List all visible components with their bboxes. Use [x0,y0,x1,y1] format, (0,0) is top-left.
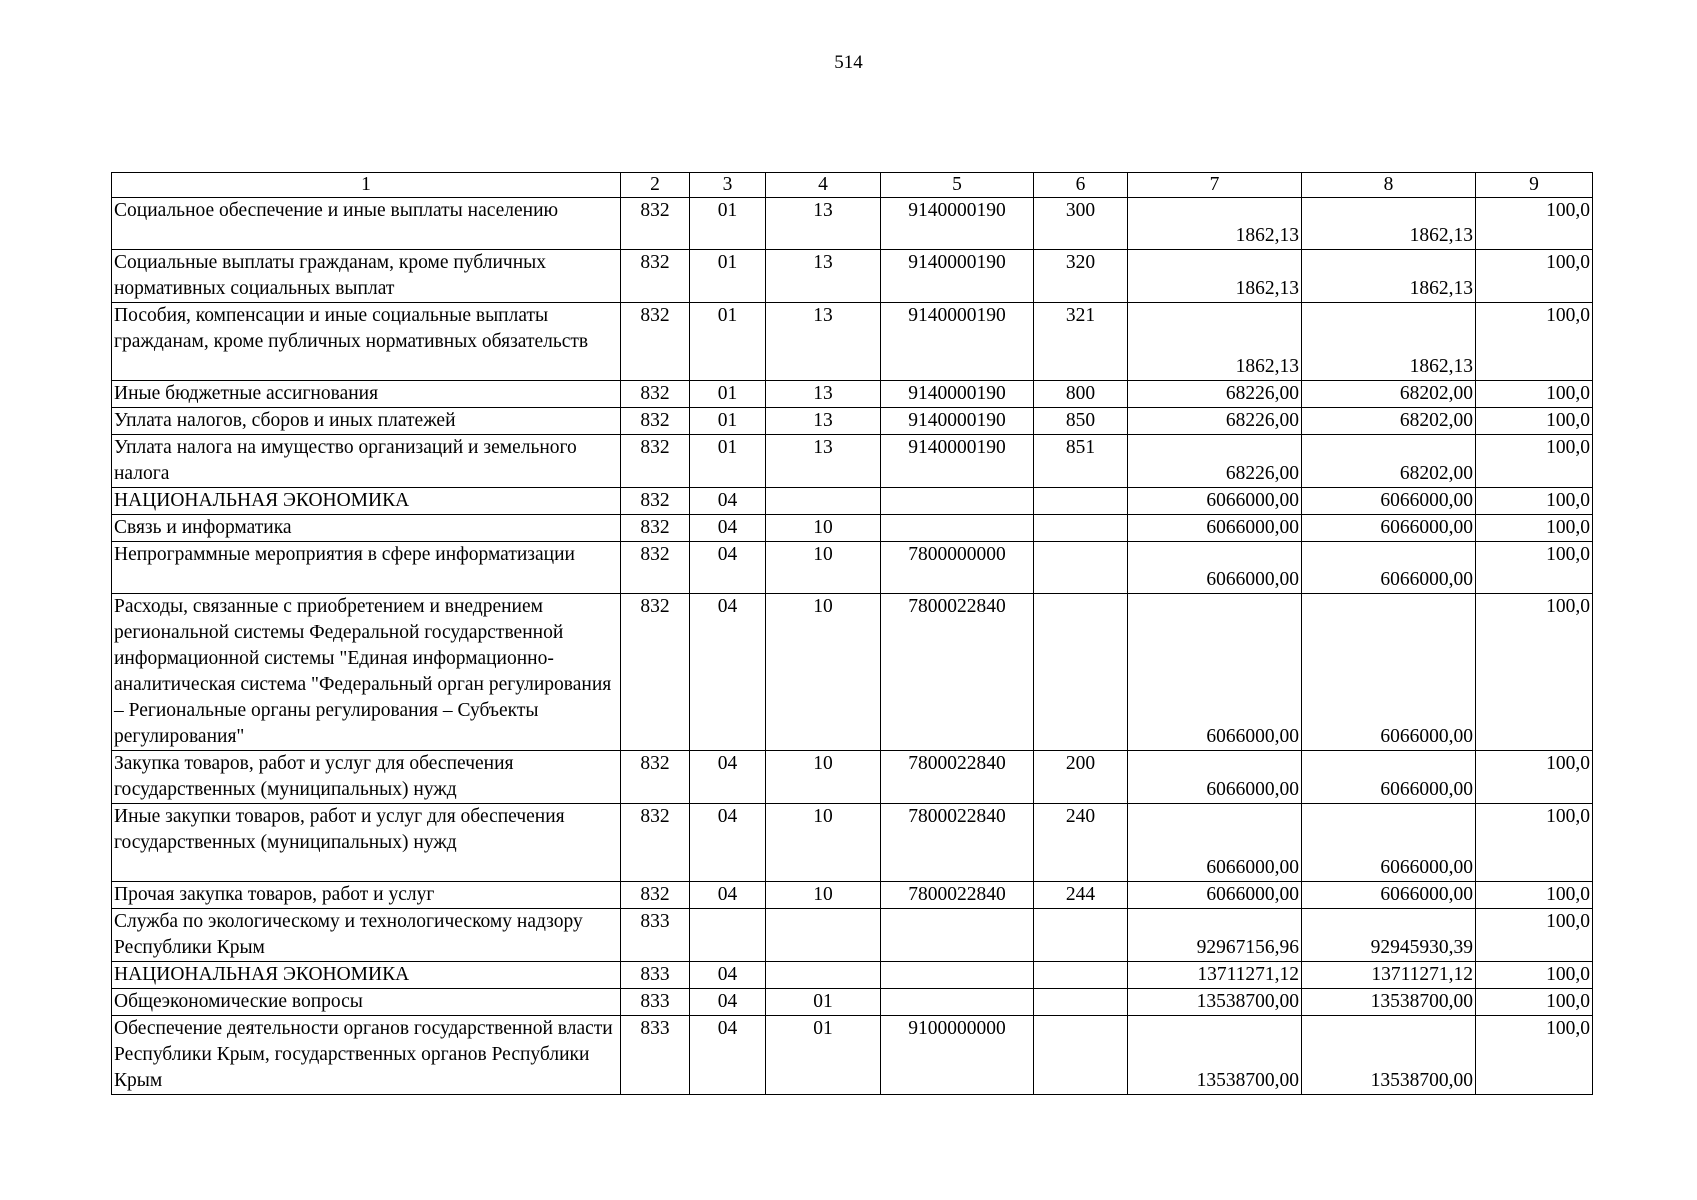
cell-section: 01 [690,198,766,250]
row-name: Прочая закупка товаров, работ и услуг [112,882,621,909]
cell-percent: 100,0 [1476,542,1593,594]
cell-chapter: 832 [621,303,690,381]
cell-expense-type: 850 [1034,408,1128,435]
cell-percent: 100,0 [1476,751,1593,804]
row-name: Иные бюджетные ассигнования [112,381,621,408]
table-row [112,515,1593,542]
cell-subsection: 01 [766,989,881,1016]
cell-subsection: 10 [766,594,881,751]
cell-amount-plan: 1862,13 [1128,198,1302,250]
page-number: 514 [834,52,863,73]
cell-percent: 100,0 [1476,989,1593,1016]
cell-percent: 100,0 [1476,962,1593,989]
row-name: Социальное обеспечение и иные выплаты населению [112,198,621,250]
table-row [112,250,1593,303]
cell-expense-type: 321 [1034,303,1128,381]
cell-section: 01 [690,408,766,435]
cell-expense-type: 800 [1034,381,1128,408]
cell-amount-plan: 68226,00 [1128,408,1302,435]
table-row [112,303,1593,381]
cell-target-article [881,989,1034,1016]
cell-section: 04 [690,989,766,1016]
row-name: Связь и информатика [112,515,621,542]
cell-percent: 100,0 [1476,909,1593,962]
cell-chapter: 833 [621,1016,690,1095]
cell-amount-actual: 92945930,39 [1302,909,1476,962]
cell-target-article [881,515,1034,542]
cell-expense-type [1034,515,1128,542]
cell-target-article: 9140000190 [881,250,1034,303]
table-row [112,408,1593,435]
cell-section: 04 [690,542,766,594]
cell-subsection: 10 [766,804,881,882]
cell-chapter: 832 [621,435,690,488]
cell-amount-actual: 6066000,00 [1302,882,1476,909]
cell-amount-actual: 6066000,00 [1302,751,1476,804]
table-row [112,989,1593,1016]
cell-amount-plan: 6066000,00 [1128,882,1302,909]
cell-section: 01 [690,303,766,381]
cell-amount-actual: 13538700,00 [1302,1016,1476,1095]
cell-target-article: 7800022840 [881,594,1034,751]
cell-expense-type [1034,1016,1128,1095]
cell-amount-plan: 13538700,00 [1128,989,1302,1016]
cell-expense-type: 851 [1034,435,1128,488]
cell-target-article [881,962,1034,989]
cell-amount-plan: 6066000,00 [1128,804,1302,882]
row-name: НАЦИОНАЛЬНАЯ ЭКОНОМИКА [112,962,621,989]
cell-target-article: 9140000190 [881,303,1034,381]
cell-amount-plan: 68226,00 [1128,381,1302,408]
cell-subsection [766,488,881,515]
cell-amount-actual: 6066000,00 [1302,804,1476,882]
cell-chapter: 833 [621,962,690,989]
cell-chapter: 832 [621,198,690,250]
cell-section: 04 [690,804,766,882]
cell-amount-actual: 68202,00 [1302,381,1476,408]
table-row [112,882,1593,909]
cell-amount-actual: 13711271,12 [1302,962,1476,989]
cell-chapter: 832 [621,751,690,804]
column-header: 6 [1034,173,1128,198]
cell-subsection: 01 [766,1016,881,1095]
cell-percent: 100,0 [1476,435,1593,488]
cell-chapter: 832 [621,882,690,909]
cell-expense-type: 200 [1034,751,1128,804]
cell-section: 04 [690,488,766,515]
cell-amount-plan: 6066000,00 [1128,515,1302,542]
cell-amount-plan: 6066000,00 [1128,594,1302,751]
cell-target-article: 9140000190 [881,435,1034,488]
cell-percent: 100,0 [1476,804,1593,882]
cell-section: 04 [690,751,766,804]
cell-amount-plan: 6066000,00 [1128,751,1302,804]
cell-percent: 100,0 [1476,1016,1593,1095]
cell-expense-type: 240 [1034,804,1128,882]
table-row [112,909,1593,962]
cell-amount-actual: 68202,00 [1302,435,1476,488]
cell-section: 04 [690,515,766,542]
cell-target-article: 7800022840 [881,804,1034,882]
table-row [112,962,1593,989]
row-name: Пособия, компенсации и иные социальные выплаты гражданам, кроме публичных нормативных обязательств [112,303,621,381]
cell-chapter: 832 [621,381,690,408]
cell-target-article: 7800022840 [881,751,1034,804]
cell-amount-plan: 92967156,96 [1128,909,1302,962]
cell-amount-plan: 13538700,00 [1128,1016,1302,1095]
row-name: Уплата налога на имущество организаций и земельного налога [112,435,621,488]
cell-section: 04 [690,1016,766,1095]
cell-percent: 100,0 [1476,594,1593,751]
column-header: 3 [690,173,766,198]
cell-amount-plan: 13711271,12 [1128,962,1302,989]
cell-target-article: 9100000000 [881,1016,1034,1095]
column-header: 7 [1128,173,1302,198]
cell-subsection: 13 [766,408,881,435]
cell-expense-type [1034,542,1128,594]
table-row [112,381,1593,408]
cell-section: 01 [690,435,766,488]
cell-amount-plan: 6066000,00 [1128,542,1302,594]
cell-chapter: 832 [621,408,690,435]
cell-section: 01 [690,381,766,408]
cell-target-article: 9140000190 [881,408,1034,435]
cell-target-article: 9140000190 [881,381,1034,408]
row-name: Уплата налогов, сборов и иных платежей [112,408,621,435]
table-row [112,1016,1593,1095]
cell-chapter: 832 [621,488,690,515]
cell-subsection: 13 [766,435,881,488]
cell-chapter: 832 [621,515,690,542]
cell-chapter: 833 [621,909,690,962]
cell-expense-type: 300 [1034,198,1128,250]
cell-target-article: 7800000000 [881,542,1034,594]
cell-target-article: 9140000190 [881,198,1034,250]
cell-subsection: 10 [766,542,881,594]
cell-target-article [881,909,1034,962]
cell-percent: 100,0 [1476,488,1593,515]
row-name: НАЦИОНАЛЬНАЯ ЭКОНОМИКА [112,488,621,515]
table-header-row [112,173,1593,198]
cell-amount-plan: 68226,00 [1128,435,1302,488]
cell-expense-type [1034,594,1128,751]
cell-chapter: 832 [621,250,690,303]
row-name: Непрограммные мероприятия в сфере информатизации [112,542,621,594]
cell-percent: 100,0 [1476,250,1593,303]
cell-section: 04 [690,594,766,751]
cell-expense-type: 320 [1034,250,1128,303]
cell-expense-type [1034,989,1128,1016]
cell-chapter: 832 [621,542,690,594]
cell-subsection [766,909,881,962]
cell-expense-type [1034,962,1128,989]
cell-chapter: 832 [621,594,690,751]
cell-target-article [881,488,1034,515]
budget-table [111,172,1593,1095]
cell-percent: 100,0 [1476,882,1593,909]
cell-target-article: 7800022840 [881,882,1034,909]
row-name: Обеспечение деятельности органов государственной власти Республики Крым, государственных органов Республики Крым [112,1016,621,1095]
row-name: Закупка товаров, работ и услуг для обеспечения государственных (муниципальных) нужд [112,751,621,804]
cell-expense-type: 244 [1034,882,1128,909]
cell-chapter: 832 [621,804,690,882]
cell-subsection [766,962,881,989]
cell-section [690,909,766,962]
cell-amount-actual: 6066000,00 [1302,515,1476,542]
cell-percent: 100,0 [1476,303,1593,381]
cell-percent: 100,0 [1476,408,1593,435]
row-name: Расходы, связанные с приобретением и внедрением региональной системы Федеральной государственной информационной системы "Единая информационно-аналитическая система "Федеральный орган регулирования – Региональные органы регулирования – Субъекты регулирования" [112,594,621,751]
row-name: Социальные выплаты гражданам, кроме публичных нормативных социальных выплат [112,250,621,303]
cell-amount-actual: 6066000,00 [1302,488,1476,515]
cell-amount-actual: 6066000,00 [1302,594,1476,751]
cell-expense-type [1034,488,1128,515]
cell-section: 04 [690,882,766,909]
cell-amount-plan: 6066000,00 [1128,488,1302,515]
cell-percent: 100,0 [1476,198,1593,250]
cell-amount-actual: 1862,13 [1302,250,1476,303]
table-row [112,542,1593,594]
cell-subsection: 13 [766,303,881,381]
table-row [112,198,1593,250]
row-name: Общеэкономические вопросы [112,989,621,1016]
cell-subsection: 10 [766,882,881,909]
cell-amount-actual: 13538700,00 [1302,989,1476,1016]
cell-amount-actual: 1862,13 [1302,198,1476,250]
cell-amount-actual: 6066000,00 [1302,542,1476,594]
cell-subsection: 13 [766,381,881,408]
column-header: 1 [112,173,621,198]
column-header: 5 [881,173,1034,198]
column-header: 8 [1302,173,1476,198]
cell-section: 01 [690,250,766,303]
cell-amount-plan: 1862,13 [1128,303,1302,381]
cell-section: 04 [690,962,766,989]
cell-chapter: 833 [621,989,690,1016]
column-header: 9 [1476,173,1593,198]
table-row [112,804,1593,882]
cell-percent: 100,0 [1476,515,1593,542]
column-header: 2 [621,173,690,198]
cell-amount-actual: 1862,13 [1302,303,1476,381]
cell-subsection: 10 [766,515,881,542]
cell-subsection: 13 [766,250,881,303]
table-row [112,435,1593,488]
cell-amount-actual: 68202,00 [1302,408,1476,435]
table-row [112,751,1593,804]
cell-subsection: 13 [766,198,881,250]
cell-percent: 100,0 [1476,381,1593,408]
cell-amount-plan: 1862,13 [1128,250,1302,303]
table-row [112,488,1593,515]
cell-subsection: 10 [766,751,881,804]
row-name: Служба по экологическому и технологическому надзору Республики Крым [112,909,621,962]
row-name: Иные закупки товаров, работ и услуг для обеспечения государственных (муниципальных) нужд [112,804,621,882]
column-header: 4 [766,173,881,198]
table-row [112,594,1593,751]
cell-expense-type [1034,909,1128,962]
